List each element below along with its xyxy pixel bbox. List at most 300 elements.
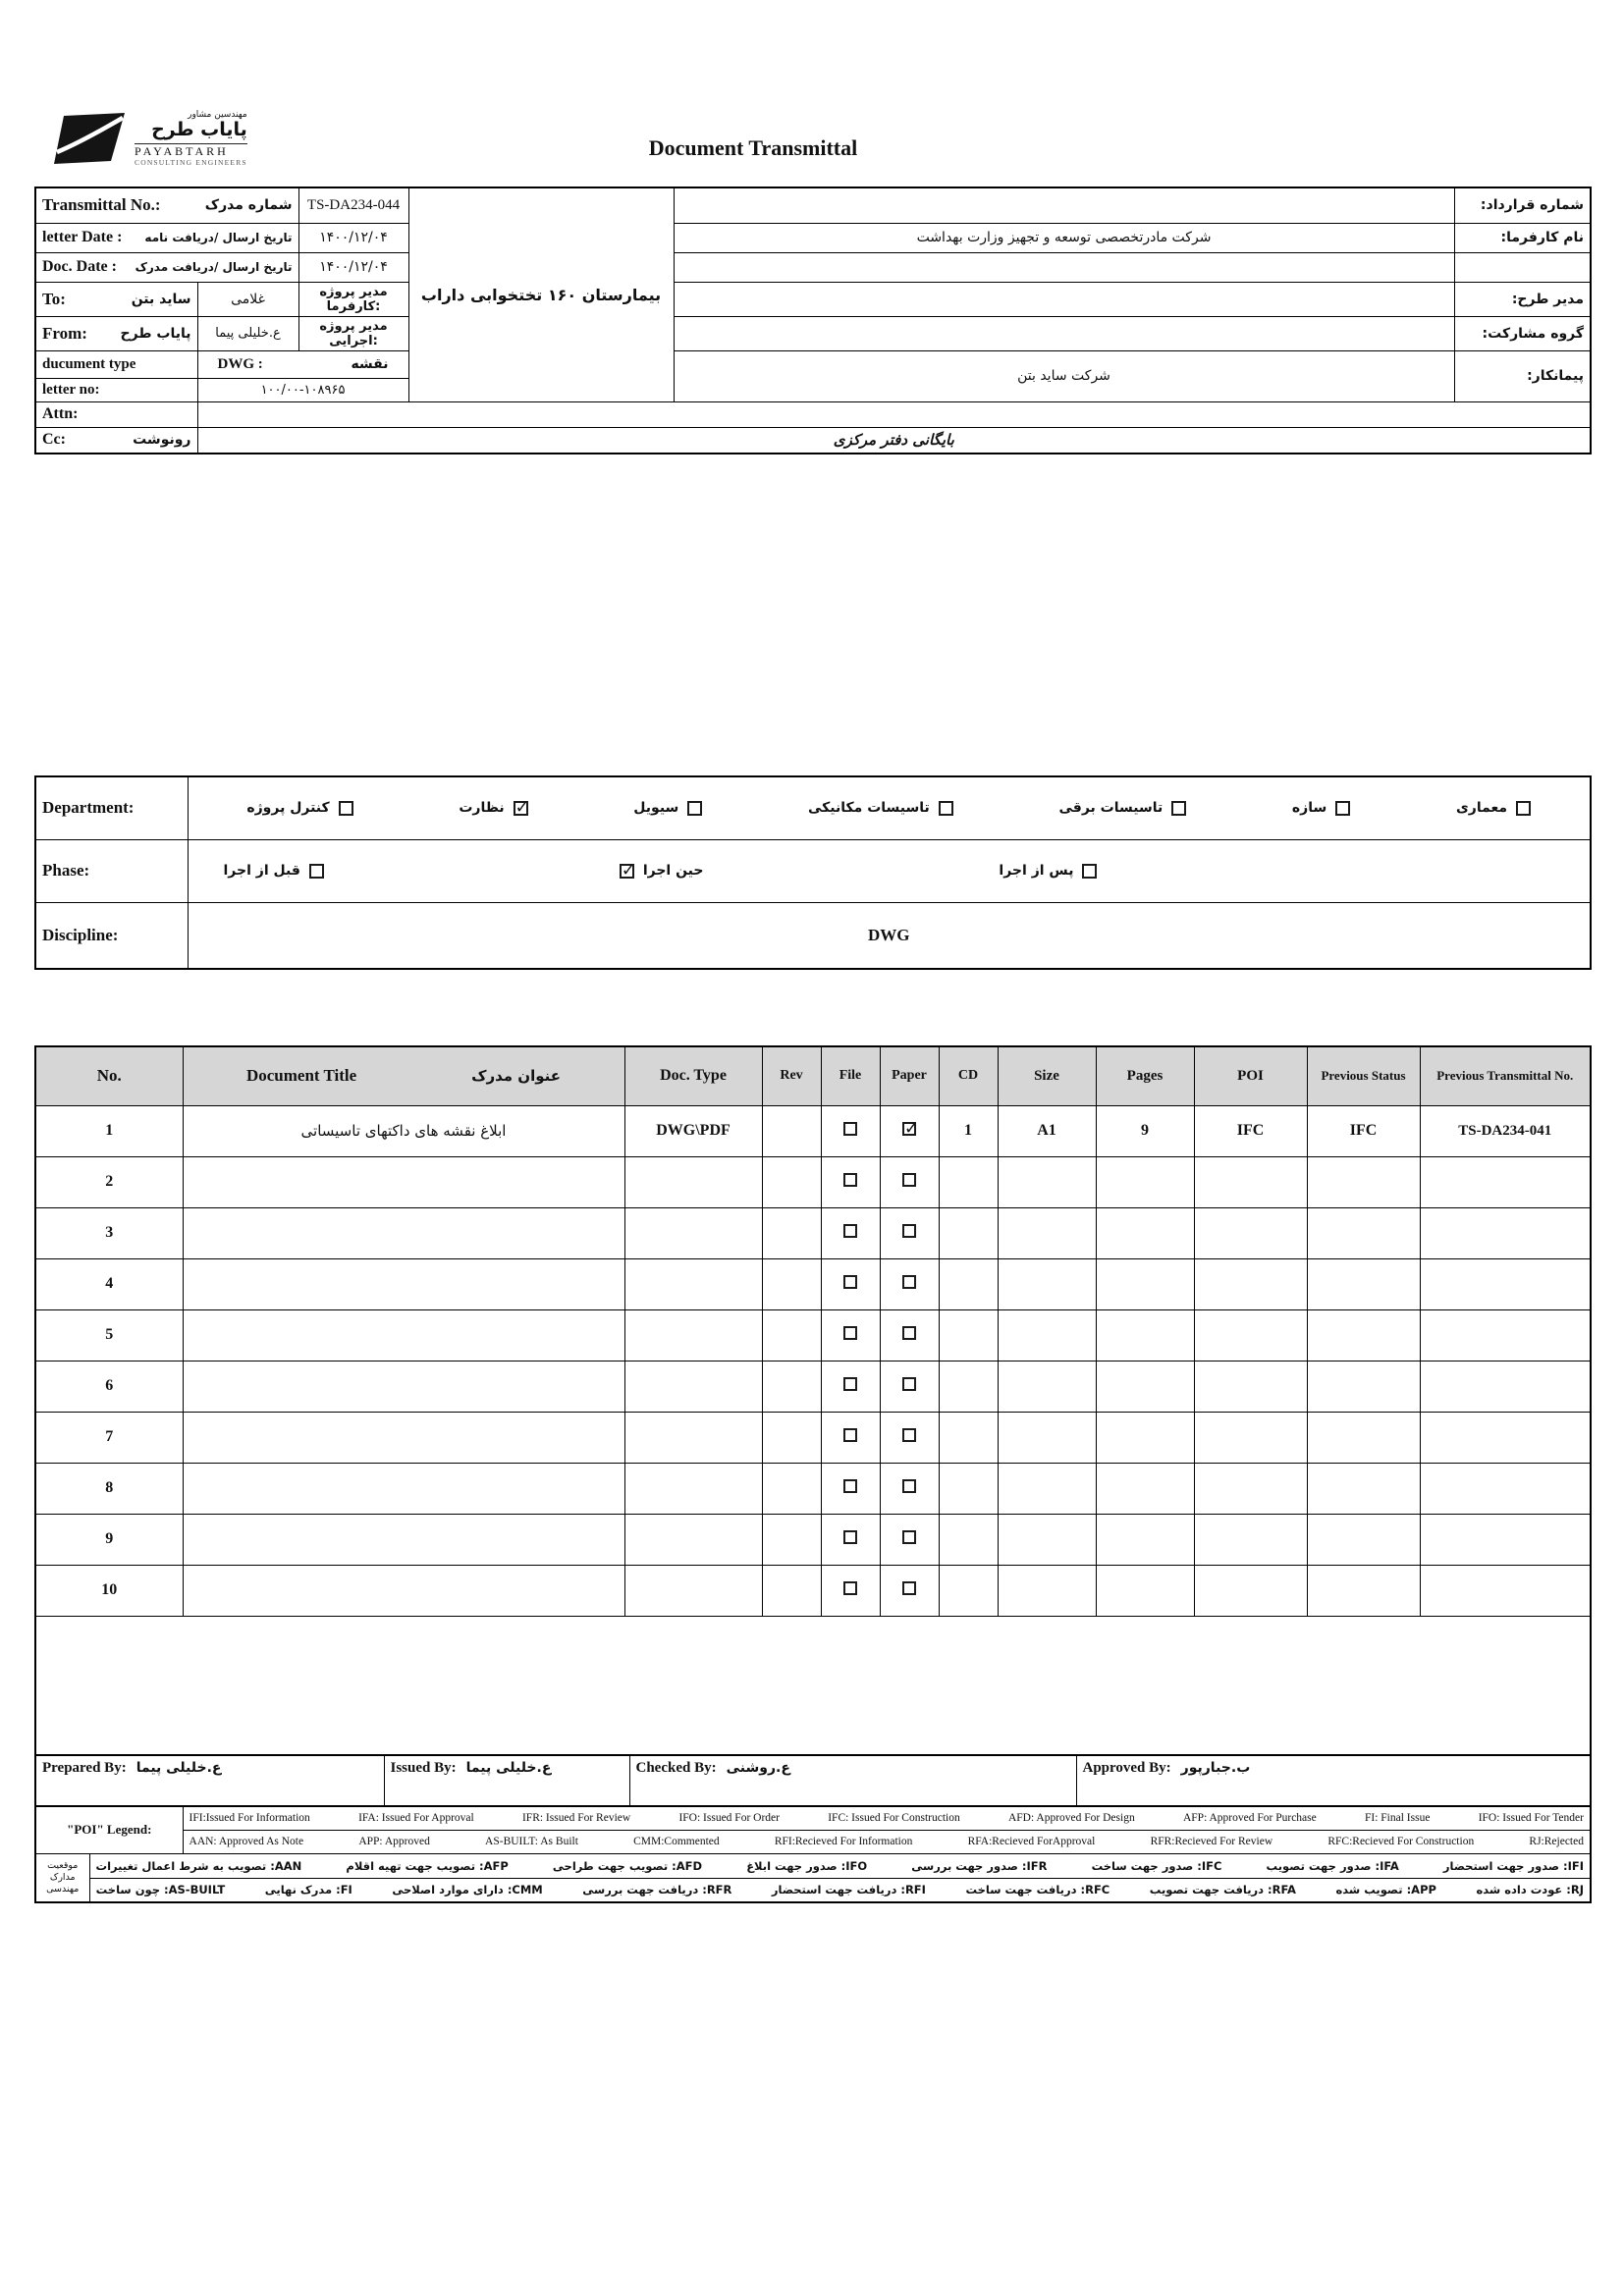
discipline-value: DWG bbox=[188, 902, 1591, 969]
table-row bbox=[35, 1463, 1591, 1514]
prepared-by-cell bbox=[35, 1755, 384, 1808]
remarks-area bbox=[35, 1616, 1591, 1756]
row-doc-type bbox=[624, 1156, 762, 1207]
client-pm-label: مدیر پروژه کارفرما: bbox=[298, 282, 408, 316]
row-title bbox=[183, 1258, 624, 1309]
legend-item: AS-BUILT: As Built bbox=[485, 1836, 578, 1847]
phase-checkbox[interactable] bbox=[1082, 864, 1097, 879]
client-name-value: شرکت مادرتخصصی توسعه و تجهیز وزارت بهداشت bbox=[674, 223, 1454, 252]
row-doc-type bbox=[624, 1258, 762, 1309]
row-cd: 1 bbox=[939, 1105, 998, 1156]
file-checkbox[interactable] bbox=[843, 1479, 857, 1493]
row-paper-cell bbox=[880, 1412, 939, 1463]
header-empty-cell bbox=[674, 282, 1454, 316]
paper-checkbox[interactable] bbox=[902, 1326, 916, 1340]
discipline-label: Discipline: bbox=[35, 902, 188, 969]
col-header-cd: CD bbox=[939, 1046, 998, 1105]
document-table bbox=[34, 1045, 1592, 1757]
phase-item bbox=[620, 863, 704, 879]
phase-item-label: پس از اجرا bbox=[999, 863, 1074, 879]
row-doc-type bbox=[624, 1412, 762, 1463]
department-item-label: سازه bbox=[1291, 800, 1327, 817]
row-pages bbox=[1096, 1156, 1194, 1207]
row-poi bbox=[1194, 1156, 1307, 1207]
row-prev-transmittal bbox=[1420, 1361, 1591, 1412]
department-item-label: معماری bbox=[1455, 800, 1508, 817]
issued-by-cell bbox=[384, 1755, 629, 1808]
row-file-cell bbox=[821, 1565, 880, 1616]
row-file-cell bbox=[821, 1361, 880, 1412]
row-paper-cell bbox=[880, 1105, 939, 1156]
legend-item: RJ: عودت داده شده bbox=[1476, 1883, 1585, 1897]
table-row bbox=[35, 1105, 1591, 1156]
to-value: ساید بتن bbox=[131, 291, 191, 307]
issued-by-label: Issued By: bbox=[390, 1760, 457, 1776]
header-empty-cell bbox=[674, 252, 1454, 282]
row-size bbox=[998, 1309, 1096, 1361]
row-pages bbox=[1096, 1412, 1194, 1463]
doc-type-value: DWG : bbox=[217, 355, 263, 372]
legend-item: IFC: صدور جهت ساخت bbox=[1091, 1858, 1222, 1873]
row-poi bbox=[1194, 1207, 1307, 1258]
paper-checkbox[interactable] bbox=[902, 1122, 916, 1136]
row-rev bbox=[762, 1156, 821, 1207]
row-title bbox=[183, 1207, 624, 1258]
col-header-title bbox=[183, 1046, 624, 1105]
col-header-doc-type: Doc. Type bbox=[624, 1046, 762, 1105]
department-label: Department: bbox=[35, 776, 188, 839]
row-poi bbox=[1194, 1309, 1307, 1361]
row-cd bbox=[939, 1309, 998, 1361]
row-rev bbox=[762, 1309, 821, 1361]
approved-by-name: ب.جبارپور bbox=[1180, 1760, 1251, 1776]
col-header-poi: POI bbox=[1194, 1046, 1307, 1105]
row-cd bbox=[939, 1258, 998, 1309]
row-file-cell bbox=[821, 1514, 880, 1565]
legend-item: AFP: Approved For Purchase bbox=[1182, 1812, 1317, 1825]
legend-item: RFI:Recieved For Information bbox=[774, 1836, 913, 1847]
row-size: A1 bbox=[998, 1105, 1096, 1156]
legend-item: RJ:Rejected bbox=[1529, 1836, 1584, 1847]
row-paper-cell bbox=[880, 1565, 939, 1616]
row-rev bbox=[762, 1207, 821, 1258]
row-no: 6 bbox=[35, 1361, 183, 1412]
department-item bbox=[1058, 800, 1186, 816]
row-rev bbox=[762, 1361, 821, 1412]
row-poi bbox=[1194, 1412, 1307, 1463]
row-prev-status bbox=[1307, 1514, 1420, 1565]
table-row bbox=[35, 1412, 1591, 1463]
row-prev-transmittal bbox=[1420, 1156, 1591, 1207]
attn-value bbox=[197, 401, 1591, 427]
row-cd bbox=[939, 1514, 998, 1565]
row-title bbox=[183, 1309, 624, 1361]
file-checkbox[interactable] bbox=[843, 1530, 857, 1544]
row-size bbox=[998, 1207, 1096, 1258]
fa-legend-line-1 bbox=[89, 1853, 1591, 1878]
legend-item: IFA: صدور جهت تصویب bbox=[1266, 1858, 1399, 1873]
legend-table bbox=[34, 1805, 1592, 1903]
phase-item-label: قبل از اجرا bbox=[223, 863, 300, 879]
row-prev-status: IFC bbox=[1307, 1105, 1420, 1156]
row-cd bbox=[939, 1207, 998, 1258]
table-row bbox=[35, 1361, 1591, 1412]
row-doc-type bbox=[624, 1309, 762, 1361]
paper-checkbox[interactable] bbox=[902, 1173, 916, 1187]
department-checkbox[interactable] bbox=[1516, 801, 1531, 816]
row-file-cell bbox=[821, 1156, 880, 1207]
row-file-cell bbox=[821, 1105, 880, 1156]
col-header-no: No. bbox=[35, 1046, 183, 1105]
file-checkbox[interactable] bbox=[843, 1428, 857, 1442]
table-row bbox=[35, 1207, 1591, 1258]
col-header-title-fa: عنوان مدرک bbox=[471, 1067, 562, 1086]
department-item-label: تاسیسات برقی bbox=[1058, 800, 1164, 817]
legend-item: IFR: صدور جهت بررسی bbox=[911, 1858, 1048, 1873]
row-paper-cell bbox=[880, 1463, 939, 1514]
row-size bbox=[998, 1156, 1096, 1207]
signature-table bbox=[34, 1754, 1592, 1809]
row-rev bbox=[762, 1258, 821, 1309]
row-size bbox=[998, 1258, 1096, 1309]
checked-by-name: ع.روشنی bbox=[726, 1760, 790, 1776]
fa-legend-line-2 bbox=[89, 1878, 1591, 1902]
checked-by-cell bbox=[629, 1755, 1076, 1808]
department-item-label: نظارت bbox=[459, 800, 505, 817]
row-doc-type bbox=[624, 1207, 762, 1258]
row-size bbox=[998, 1412, 1096, 1463]
paper-checkbox[interactable] bbox=[902, 1581, 916, 1595]
row-prev-status bbox=[1307, 1309, 1420, 1361]
department-item bbox=[808, 800, 953, 816]
row-prev-status bbox=[1307, 1207, 1420, 1258]
row-no: 1 bbox=[35, 1105, 183, 1156]
row-no: 3 bbox=[35, 1207, 183, 1258]
phase-item bbox=[999, 863, 1097, 879]
legend-item: RFR: دریافت جهت بررسی bbox=[582, 1883, 732, 1897]
row-prev-transmittal bbox=[1420, 1463, 1591, 1514]
department-checkbox[interactable] bbox=[687, 801, 702, 816]
row-prev-transmittal bbox=[1420, 1309, 1591, 1361]
phase-options bbox=[194, 863, 1098, 879]
letter-no-label: letter no: bbox=[35, 378, 197, 401]
row-paper-cell bbox=[880, 1207, 939, 1258]
row-no: 10 bbox=[35, 1565, 183, 1616]
row-cd bbox=[939, 1361, 998, 1412]
row-pages bbox=[1096, 1463, 1194, 1514]
page-title: Document Transmittal bbox=[648, 135, 858, 160]
paper-checkbox[interactable] bbox=[902, 1224, 916, 1238]
client-pm-value: غلامی bbox=[197, 282, 298, 316]
legend-item: IFC: Issued For Construction bbox=[828, 1812, 960, 1825]
legend-item: IFI:Issued For Information bbox=[189, 1812, 310, 1825]
prepared-by-name: ع.خلیلی پیما bbox=[135, 1760, 222, 1776]
from-value: پایاب طرح bbox=[120, 325, 191, 342]
legend-item: APP: تصویب شده bbox=[1335, 1883, 1436, 1897]
row-no: 4 bbox=[35, 1258, 183, 1309]
row-pages bbox=[1096, 1207, 1194, 1258]
exec-pm-value: ع.خلیلی پیما bbox=[197, 316, 298, 350]
file-checkbox[interactable] bbox=[843, 1326, 857, 1340]
transmittal-no-label-fa: شماره مدرک bbox=[204, 197, 293, 214]
design-manager-label: مدیر طرح: bbox=[1454, 282, 1591, 316]
legend-item: AFP: تصویب جهت تهیه اقلام bbox=[346, 1858, 509, 1873]
row-title bbox=[183, 1156, 624, 1207]
header-info-table bbox=[34, 187, 1592, 454]
row-file-cell bbox=[821, 1412, 880, 1463]
row-doc-type bbox=[624, 1361, 762, 1412]
row-doc-type: DWG\PDF bbox=[624, 1105, 762, 1156]
from-label: From: bbox=[42, 323, 87, 343]
row-file-cell bbox=[821, 1207, 880, 1258]
row-title bbox=[183, 1514, 624, 1565]
table-row bbox=[35, 1309, 1591, 1361]
row-paper-cell bbox=[880, 1309, 939, 1361]
row-title bbox=[183, 1565, 624, 1616]
row-size bbox=[998, 1565, 1096, 1616]
table-row bbox=[35, 1258, 1591, 1309]
row-poi bbox=[1194, 1463, 1307, 1514]
row-no: 2 bbox=[35, 1156, 183, 1207]
logo-tagline-fa: مهندسین مشاور bbox=[188, 110, 247, 120]
legend-item: FI: Final Issue bbox=[1364, 1812, 1431, 1825]
row-title bbox=[183, 1463, 624, 1514]
row-no: 5 bbox=[35, 1309, 183, 1361]
row-cd bbox=[939, 1565, 998, 1616]
header-empty-cell bbox=[674, 316, 1454, 350]
row-file-cell bbox=[821, 1463, 880, 1514]
col-header-file: File bbox=[821, 1046, 880, 1105]
row-no: 8 bbox=[35, 1463, 183, 1514]
legend-item: AS-BUILT: چون ساخت bbox=[95, 1883, 226, 1897]
file-checkbox[interactable] bbox=[843, 1581, 857, 1595]
transmittal-no-value: TS-DA234-044 bbox=[298, 187, 408, 223]
table-row bbox=[35, 1514, 1591, 1565]
table-row bbox=[35, 1156, 1591, 1207]
row-rev bbox=[762, 1105, 821, 1156]
transmittal-no-label: Transmittal No.: bbox=[42, 195, 161, 215]
row-pages bbox=[1096, 1309, 1194, 1361]
department-item bbox=[633, 800, 702, 816]
legend-item: RFA: دریافت جهت تصویب bbox=[1149, 1883, 1296, 1897]
row-rev bbox=[762, 1463, 821, 1514]
poi-legend-label: "POI" Legend: bbox=[35, 1806, 183, 1853]
legend-item: CMM: دارای موارد اصلاحی bbox=[392, 1883, 543, 1897]
phase-label: Phase: bbox=[35, 839, 188, 902]
row-prev-status bbox=[1307, 1463, 1420, 1514]
project-name: بیمارستان ۱۶۰ تختخوابی داراب bbox=[408, 187, 674, 401]
doc-type-label: ducument type bbox=[35, 350, 197, 378]
legend-item: RFC: دریافت جهت ساخت bbox=[965, 1883, 1110, 1897]
row-size bbox=[998, 1361, 1096, 1412]
row-prev-transmittal bbox=[1420, 1258, 1591, 1309]
department-options bbox=[194, 800, 1585, 816]
department-checkbox[interactable] bbox=[514, 801, 528, 816]
file-checkbox[interactable] bbox=[843, 1122, 857, 1136]
legend-item: CMM:Commented bbox=[633, 1836, 720, 1847]
department-item-label: تاسیسات مکانیکی bbox=[808, 800, 930, 817]
file-checkbox[interactable] bbox=[843, 1275, 857, 1289]
legend-item: AAN: تصویب به شرط اعمال تغییرات bbox=[95, 1858, 302, 1873]
col-header-pages: Pages bbox=[1096, 1046, 1194, 1105]
row-paper-cell bbox=[880, 1258, 939, 1309]
department-checkbox[interactable] bbox=[339, 801, 353, 816]
row-pages bbox=[1096, 1565, 1194, 1616]
row-pages bbox=[1096, 1361, 1194, 1412]
row-prev-transmittal bbox=[1420, 1565, 1591, 1616]
department-item bbox=[1292, 800, 1350, 816]
attn-label: Attn: bbox=[35, 401, 197, 427]
department-item bbox=[246, 800, 352, 816]
client-name-label: نام کارفرما: bbox=[1454, 223, 1591, 252]
legend-item: FI: مدرک نهایی bbox=[264, 1883, 352, 1897]
row-prev-transmittal bbox=[1420, 1412, 1591, 1463]
legend-item: AAN: Approved As Note bbox=[189, 1836, 304, 1847]
paper-checkbox[interactable] bbox=[902, 1479, 916, 1493]
legend-item: IFO: صدور جهت ابلاغ bbox=[746, 1858, 868, 1873]
issued-by-name: ع.خلیلی پیما bbox=[465, 1760, 552, 1776]
exec-pm-label: مدیر پروژه اجرایی: bbox=[298, 316, 408, 350]
row-prev-transmittal bbox=[1420, 1207, 1591, 1258]
row-doc-type bbox=[624, 1463, 762, 1514]
legend-item: IFR: Issued For Review bbox=[521, 1812, 631, 1825]
contract-no-value bbox=[674, 187, 1454, 223]
row-no: 7 bbox=[35, 1412, 183, 1463]
col-header-prev-transmittal: Previous Transmittal No. bbox=[1420, 1046, 1591, 1105]
row-pages: 9 bbox=[1096, 1105, 1194, 1156]
cc-label: Cc: bbox=[42, 431, 66, 449]
prepared-by-label: Prepared By: bbox=[42, 1760, 127, 1776]
department-item bbox=[459, 800, 527, 816]
row-paper-cell bbox=[880, 1156, 939, 1207]
table-row bbox=[35, 1565, 1591, 1616]
row-pages bbox=[1096, 1514, 1194, 1565]
file-checkbox[interactable] bbox=[843, 1224, 857, 1238]
row-cd bbox=[939, 1156, 998, 1207]
row-pages bbox=[1096, 1258, 1194, 1309]
row-rev bbox=[762, 1565, 821, 1616]
row-poi bbox=[1194, 1361, 1307, 1412]
file-checkbox[interactable] bbox=[843, 1173, 857, 1187]
legend-item: IFI: صدور جهت استحضار bbox=[1442, 1858, 1585, 1873]
legend-item: IFO: Issued For Order bbox=[678, 1812, 780, 1825]
letter-date-label-fa: تاریخ ارسال /دریافت نامه bbox=[144, 231, 293, 244]
department-item-label: کنترل پروژه bbox=[246, 800, 330, 817]
department-checkbox[interactable] bbox=[1335, 801, 1350, 816]
poi-legend-line-1 bbox=[183, 1806, 1591, 1830]
header-empty-label bbox=[1454, 252, 1591, 282]
letter-date-value: ۱۴۰۰/۱۲/۰۴ bbox=[298, 223, 408, 252]
col-header-paper: Paper bbox=[880, 1046, 939, 1105]
fa-legend-label: موقعیت مدارک مهندسی bbox=[35, 1853, 89, 1902]
row-poi bbox=[1194, 1258, 1307, 1309]
row-size bbox=[998, 1514, 1096, 1565]
legend-item: IFA: Issued For Approval bbox=[358, 1812, 474, 1825]
col-header-rev: Rev bbox=[762, 1046, 821, 1105]
contractor-value: شرکت ساید بتن bbox=[674, 350, 1454, 401]
row-file-cell bbox=[821, 1309, 880, 1361]
legend-item: RFA:Recieved ForApproval bbox=[967, 1836, 1096, 1847]
legend-item: AFD: Approved For Design bbox=[1007, 1812, 1135, 1825]
phase-checkbox[interactable] bbox=[620, 864, 634, 879]
row-poi: IFC bbox=[1194, 1105, 1307, 1156]
cc-value: بایگانی دفتر مرکزی bbox=[197, 427, 1591, 454]
row-prev-status bbox=[1307, 1156, 1420, 1207]
col-header-prev-status: Previous Status bbox=[1307, 1046, 1420, 1105]
paper-checkbox[interactable] bbox=[902, 1428, 916, 1442]
department-checkbox[interactable] bbox=[939, 801, 953, 816]
row-doc-type bbox=[624, 1514, 762, 1565]
row-prev-transmittal: TS-DA234-041 bbox=[1420, 1105, 1591, 1156]
row-poi bbox=[1194, 1565, 1307, 1616]
approved-by-label: Approved By: bbox=[1082, 1760, 1171, 1776]
row-file-cell bbox=[821, 1258, 880, 1309]
row-rev bbox=[762, 1514, 821, 1565]
phase-item bbox=[224, 863, 324, 879]
paper-checkbox[interactable] bbox=[902, 1377, 916, 1391]
department-checkbox[interactable] bbox=[1171, 801, 1186, 816]
phase-checkbox[interactable] bbox=[309, 864, 324, 879]
row-size bbox=[998, 1463, 1096, 1514]
legend-item: IFO: Issued For Tender bbox=[1478, 1812, 1584, 1825]
phase-item-label: حین اجرا bbox=[642, 863, 704, 879]
legend-item: RFC:Recieved For Construction bbox=[1327, 1836, 1475, 1847]
contractor-label: پیمانکار: bbox=[1454, 350, 1591, 401]
row-cd bbox=[939, 1463, 998, 1514]
letter-no-value: ۱۰۰/۰۰-۱۰۸۹۶۵ bbox=[197, 378, 408, 401]
classification-table bbox=[34, 775, 1592, 970]
row-prev-transmittal bbox=[1420, 1514, 1591, 1565]
legend-item: RFI: دریافت جهت استحضار bbox=[771, 1883, 926, 1897]
row-no: 9 bbox=[35, 1514, 183, 1565]
doc-date-value: ۱۴۰۰/۱۲/۰۴ bbox=[298, 252, 408, 282]
legend-item: APP: Approved bbox=[358, 1836, 430, 1847]
logo-brand-en: PAYABTARH bbox=[135, 143, 247, 159]
legend-item: RFR:Recieved For Review bbox=[1150, 1836, 1273, 1847]
row-paper-cell bbox=[880, 1514, 939, 1565]
row-title bbox=[183, 1412, 624, 1463]
row-title: ابلاغ نقشه های داکتهای تاسیساتی bbox=[183, 1105, 624, 1156]
row-paper-cell bbox=[880, 1361, 939, 1412]
letter-date-label: letter Date : bbox=[42, 229, 123, 245]
to-label: To: bbox=[42, 289, 66, 308]
row-poi bbox=[1194, 1514, 1307, 1565]
doc-type-value-fa: نقشه bbox=[351, 356, 389, 372]
cc-label-fa: رونوشت bbox=[133, 432, 191, 449]
department-item-label: سیویل bbox=[633, 800, 679, 817]
doc-date-label: Doc. Date : bbox=[42, 258, 117, 275]
doc-date-label-fa: تاریخ ارسال /دریافت مدرک bbox=[135, 260, 293, 274]
row-prev-status bbox=[1307, 1412, 1420, 1463]
jv-group-label: گروه مشارکت: bbox=[1454, 316, 1591, 350]
contract-no-label: شماره قرارداد: bbox=[1454, 187, 1591, 223]
col-header-title-en: Document Title bbox=[245, 1066, 357, 1086]
file-checkbox[interactable] bbox=[843, 1377, 857, 1391]
row-doc-type bbox=[624, 1565, 762, 1616]
paper-checkbox[interactable] bbox=[902, 1530, 916, 1544]
logo-brand-fa: پایاب طرح bbox=[151, 119, 247, 141]
row-title bbox=[183, 1361, 624, 1412]
row-cd bbox=[939, 1412, 998, 1463]
department-item bbox=[1456, 800, 1531, 816]
paper-checkbox[interactable] bbox=[902, 1275, 916, 1289]
row-prev-status bbox=[1307, 1361, 1420, 1412]
checked-by-label: Checked By: bbox=[635, 1760, 717, 1776]
col-header-size: Size bbox=[998, 1046, 1096, 1105]
row-rev bbox=[762, 1412, 821, 1463]
legend-item: AFD: تصویب جهت طراحی bbox=[552, 1858, 703, 1873]
row-prev-status bbox=[1307, 1258, 1420, 1309]
